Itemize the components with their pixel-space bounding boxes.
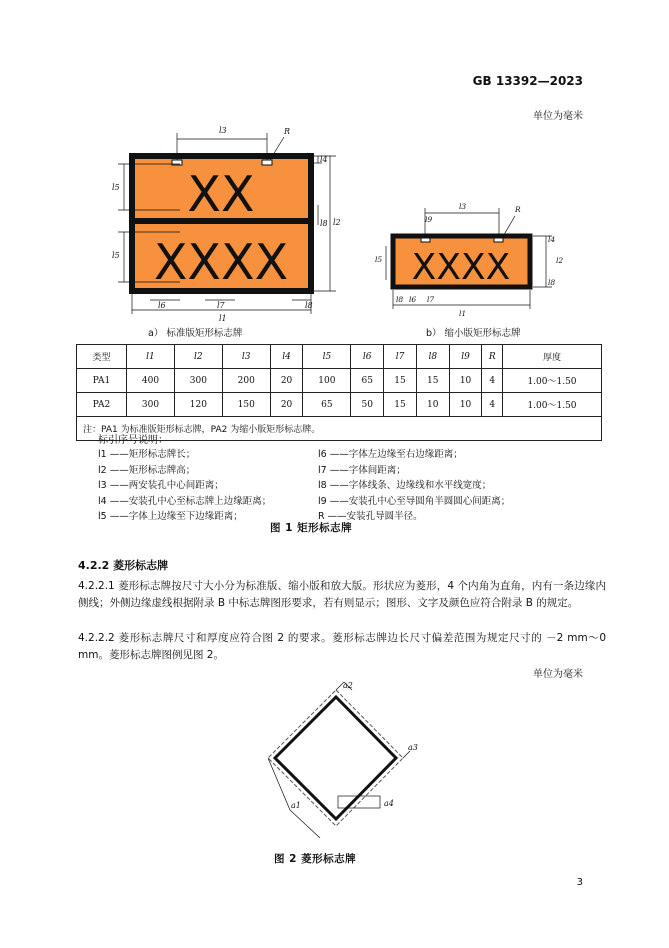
figure-1-drawing: [0, 0, 669, 340]
dimension-table: [76, 344, 602, 441]
sign-b-text: XXXX: [411, 247, 511, 288]
table-header-row: [77, 345, 602, 369]
table-header: l6: [351, 345, 384, 369]
figure-1-title: 图 1 矩形标志牌: [270, 522, 353, 534]
figure-2-title: 图 2 菱形标志牌: [274, 853, 357, 865]
dim-label-l1: l1: [219, 314, 227, 323]
dim-b-label-l5: l5: [375, 255, 383, 264]
legend-right: [318, 447, 510, 525]
table-cell: 120: [174, 393, 222, 417]
dim-label-l5b: l5: [112, 251, 120, 260]
table-cell: PA1: [77, 369, 127, 393]
sign-a-row2-text: XXXX: [153, 234, 289, 291]
legend-item: l9 ——安装孔中心至导圆角半圆圆心间距离；: [318, 495, 511, 507]
caption-a: a） 标准版矩形标志牌: [148, 328, 243, 339]
table-cell: 65: [303, 393, 351, 417]
table-row: [77, 393, 602, 417]
dim-b-label-l8b: l8: [396, 295, 404, 304]
legend-item: l3 ——两安装孔中心间距离；: [98, 480, 224, 491]
legend-item: l5 ——字体上边缘至下边缘距离；: [98, 511, 243, 522]
table-cell: 20: [270, 369, 303, 393]
table-cell: 1.00～1.50: [503, 393, 602, 417]
table-cell: 50: [351, 393, 384, 417]
legend-left: [98, 447, 271, 525]
paragraph-4-2-2-2: 4.2.2.2 菱形标志牌尺寸和厚度应符合图 2 的要求。菱形标志牌边长尺寸偏差范围为规定尺寸的 －2 mm～0 mm。菱形标志牌图例见图 2。: [78, 632, 606, 661]
dim-label-R: R: [284, 127, 291, 136]
table-header: 类型: [77, 345, 127, 369]
caption-b: b） 缩小版矩形标志牌: [426, 328, 521, 339]
sign-a-row1-text: XX: [187, 166, 255, 223]
dim-b-label-l4: l4: [548, 235, 556, 244]
legend-item: l1 ——矩形标志牌长；: [98, 449, 196, 460]
table-cell: 15: [384, 369, 417, 393]
page-number: 3: [576, 877, 583, 888]
table-cell: 20: [270, 393, 303, 417]
legend-item: l6 ——字体左边缘至右边缘距离；: [318, 449, 463, 460]
dim-b-label-l9: l9: [425, 215, 433, 224]
table-cell: 100: [303, 369, 351, 393]
paragraph-4-2-2-1: 4.2.2.1 菱形标志牌按尺寸大小分为标准版、缩小版和放大版。形状应为菱形，4 个内角为直角，内有一条边缘内侧线；外侧边缘虚线根据附录 B 中标志牌图形要求，若有则显示；图形、文字及颜色应符合附录 B 的规定。: [78, 580, 606, 609]
table-header: l5: [303, 345, 351, 369]
table-cell: 10: [449, 369, 482, 393]
table-header: l3: [222, 345, 270, 369]
table-header: l7: [384, 345, 417, 369]
table-cell: 10: [416, 393, 449, 417]
dim-label-a2: a2: [343, 681, 353, 690]
dim-label-a4: a4: [384, 799, 394, 808]
dim-b-label-l7: l7: [427, 295, 435, 304]
table-header: l8: [416, 345, 449, 369]
legend-item: R ——安装孔导圆半径。: [318, 511, 423, 522]
unit-note: 单位为毫米: [533, 669, 583, 680]
table-cell: 10: [449, 393, 482, 417]
table-header: l1: [127, 345, 175, 369]
legend-item: l2 ——矩形标志牌高；: [98, 464, 196, 476]
table-cell: 150: [222, 393, 270, 417]
table-note: 注：PA1 为标准版矩形标志牌，PA2 为缩小版矩形标志牌。: [77, 417, 602, 441]
table-cell: 1.00～1.50: [503, 369, 602, 393]
legend-item: l4 ——安装孔中心至标志牌上边缘距离；: [98, 495, 272, 507]
standard-number: GB 13392—2023: [472, 74, 583, 88]
dim-label-l5: l5: [112, 183, 120, 192]
table-cell: 4: [482, 393, 503, 417]
table-cell: 300: [174, 369, 222, 393]
dim-label-l8b: l8: [305, 301, 313, 310]
table-header: R: [482, 345, 503, 369]
table-cell: PA2: [77, 393, 127, 417]
legend-item: l8 ——字体线条、边缘线和水平线宽度；: [318, 480, 492, 491]
dim-label-a3: a3: [408, 743, 418, 752]
dim-label-a1: a1: [291, 801, 301, 810]
dim-label-l8: l8: [320, 219, 328, 228]
dim-b-label-l6: l6: [409, 295, 417, 304]
dim-label-l2: l2: [333, 218, 341, 227]
table-header: l4: [270, 345, 303, 369]
dim-label-l6: l6: [158, 301, 166, 310]
table-cell: 300: [127, 393, 175, 417]
table-cell: 15: [384, 393, 417, 417]
figure-2-drawing: [0, 670, 669, 845]
dim-label-l7: l7: [217, 301, 225, 310]
dim-label-l4: l4: [320, 155, 328, 164]
dim-b-label-l2: l2: [556, 256, 564, 265]
dim-label-l3: l3: [219, 126, 227, 135]
dim-b-label-l1: l1: [459, 309, 467, 318]
table-cell: 400: [127, 369, 175, 393]
table-header: l9: [449, 345, 482, 369]
mount-hole-right: [262, 160, 272, 165]
legend-title: 标引序号说明：: [98, 435, 168, 446]
unit-note: 单位为毫米: [533, 111, 583, 122]
section-heading: 4.2.2 菱形标志牌: [78, 559, 169, 572]
legend-item: l7 ——字体间距离；: [318, 464, 406, 476]
table-cell: 15: [416, 369, 449, 393]
table-header: l2: [174, 345, 222, 369]
reduced-mount-hole-left: [421, 238, 430, 242]
reduced-rect-sign: [393, 236, 530, 288]
table-cell: 4: [482, 369, 503, 393]
standard-rect-sign: [132, 156, 311, 291]
table-cell: 65: [351, 369, 384, 393]
dim-b-label-R: R: [515, 205, 521, 214]
table-row: [77, 369, 602, 393]
table-header: 厚度: [503, 345, 602, 369]
table-cell: 200: [222, 369, 270, 393]
dim-b-label-l3: l3: [459, 202, 467, 211]
dim-b-label-l8: l8: [548, 278, 556, 287]
reduced-mount-hole-right: [494, 238, 503, 242]
